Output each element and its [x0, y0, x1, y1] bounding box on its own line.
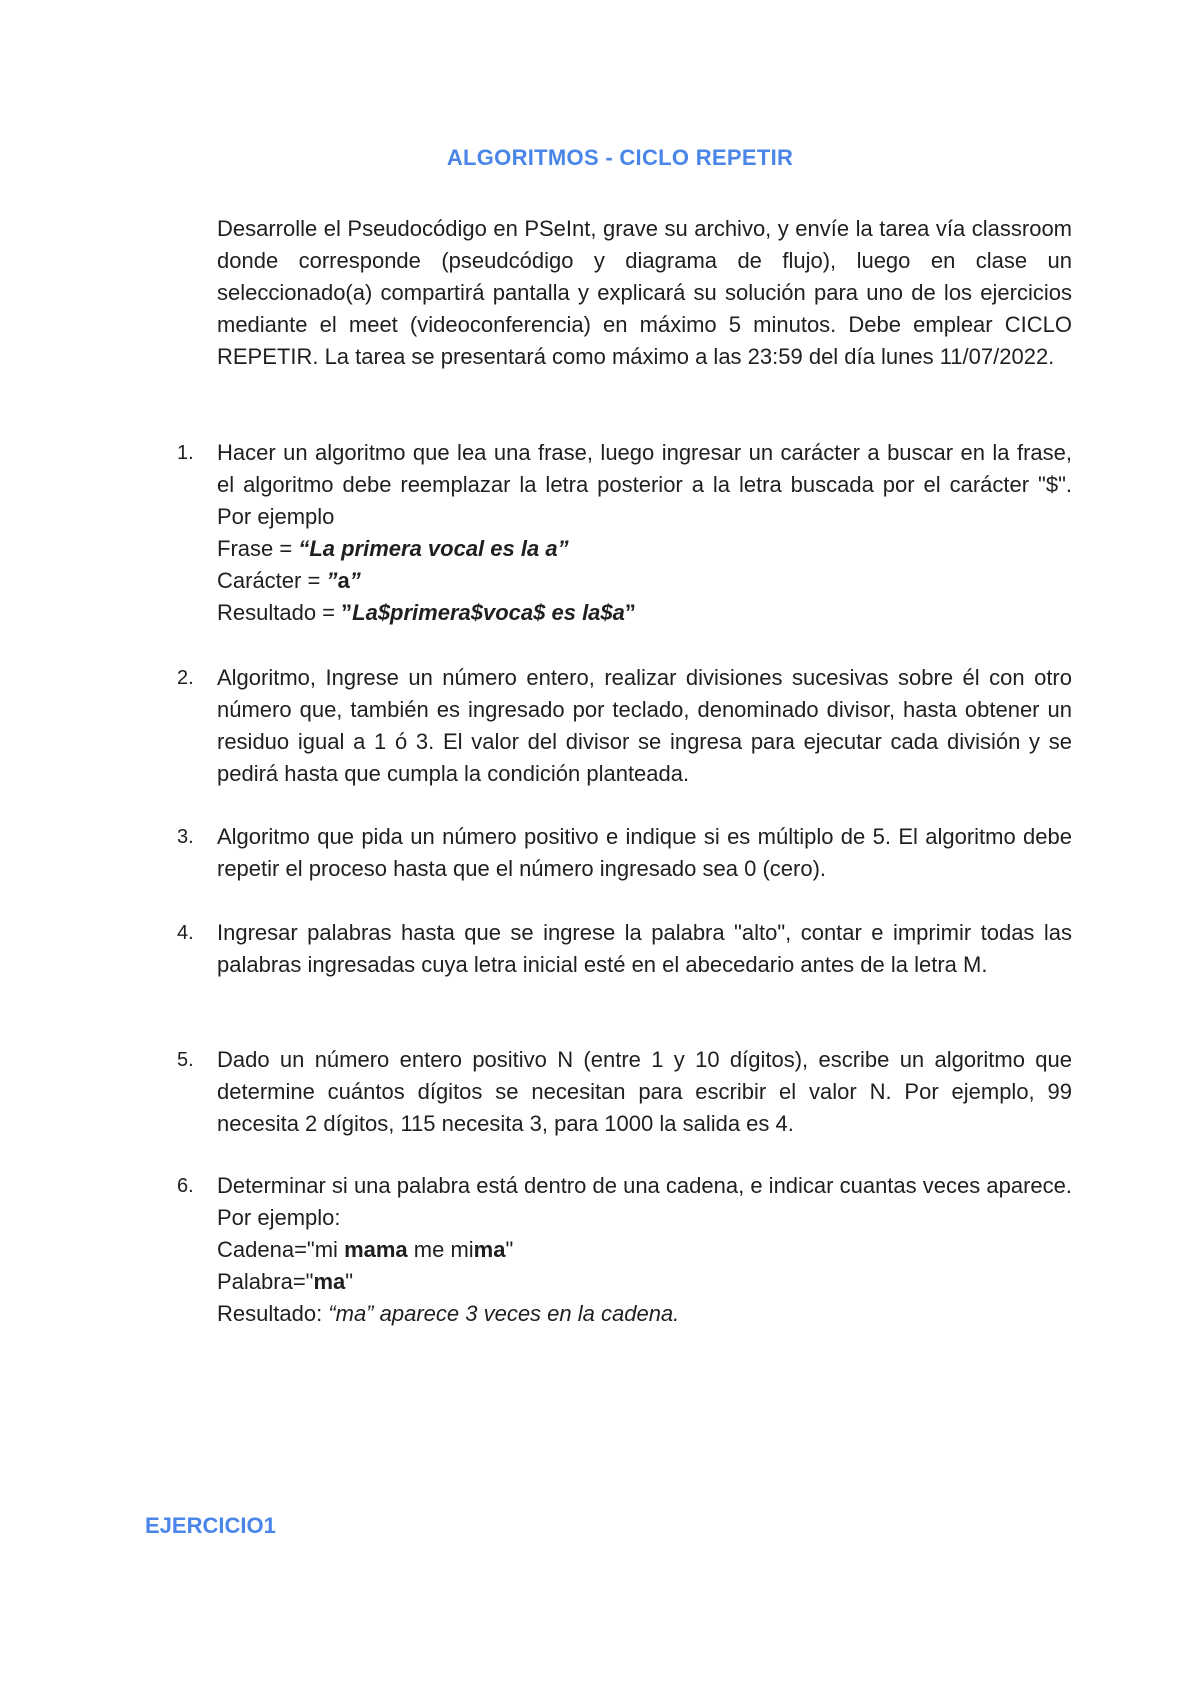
- exercise-4: [177, 917, 1072, 981]
- cadena-middle: me mi: [407, 1237, 474, 1262]
- exercise-number: 3.: [177, 826, 194, 848]
- exercise-text: Hacer un algoritmo que lea una frase, luego ingresar un carácter a buscar en la frase, el algoritmo debe reemplazar la letra posterior a la letra buscada por el carácter "$". Por ejemplo: [217, 440, 1072, 529]
- palabra-close-quote: ": [345, 1269, 354, 1294]
- caracter-label: Carácter =: [217, 568, 327, 593]
- resultado-label: Resultado =: [217, 600, 342, 625]
- exercise-3: [177, 821, 1072, 885]
- resultado-close-quote: ”: [624, 600, 636, 625]
- exercise-text: Determinar si una palabra está dentro de una cadena, e indicar cuantas veces aparece. Por ejemplo:: [217, 1173, 1072, 1230]
- example-cadena: [217, 1234, 1072, 1266]
- document-title: ALGORITMOS - CICLO REPETIR: [446, 145, 794, 170]
- palabra-prefix: Palabra=": [217, 1269, 314, 1294]
- caracter-open-quote: ”: [326, 568, 338, 593]
- palabra-value: ma: [313, 1269, 346, 1294]
- frase-label: Frase =: [217, 536, 299, 561]
- resultado-open-quote: ”: [341, 600, 353, 625]
- example-palabra: [217, 1266, 1072, 1298]
- exercise-text: Algoritmo que pida un número positivo e indique si es múltiplo de 5. El algoritmo debe repetir el proceso hasta que el número ingresado sea 0 (cero).: [217, 824, 1072, 881]
- cadena-prefix: Cadena="mi: [217, 1237, 345, 1262]
- intro-paragraph: Desarrolle el Pseudocódigo en PSeInt, grave su archivo, y envíe la tarea vía classroom donde corresponde (pseudcódigo y diagrama de flujo), luego en clase un seleccionado(a) compartirá pantalla y explicará su solución para uno de los ejercicios mediante el meet (videoconferencia) en máximo 5 minutos. Debe emplear CICLO REPETIR. La tarea se presentará como máximo a las 23:59 del día lunes 11/07/2022.: [217, 216, 1072, 369]
- exercise-5: [177, 1044, 1072, 1140]
- exercise-number: 1.: [177, 442, 194, 464]
- exercise-text: Ingresar palabras hasta que se ingrese la palabra "alto", contar e imprimir todas las palabras ingresadas cuya letra inicial esté en el abecedario antes de la letra M.: [217, 920, 1072, 977]
- cadena-bold-suffix: ma: [473, 1237, 506, 1262]
- exercise-1: [177, 437, 1072, 629]
- resultado-label: Resultado:: [217, 1301, 329, 1326]
- exercise-number: 2.: [177, 667, 194, 689]
- example-caracter: [217, 565, 1072, 597]
- resultado-value: “ma” aparece 3 veces en la cadena.: [328, 1301, 680, 1326]
- exercise-number: 5.: [177, 1049, 194, 1071]
- example-frase: [217, 533, 1072, 565]
- cadena-close-quote: ": [505, 1237, 514, 1262]
- exercise-2: [177, 662, 1072, 790]
- exercise-text: Dado un número entero positivo N (entre 1 y 10 dígitos), escribe un algoritmo que determine cuántos dígitos se necesitan para escribir el valor N. Por ejemplo, 99 necesita 2 dígitos, 115 necesita 3, para 1000 la salida es 4.: [217, 1047, 1072, 1136]
- example-resultado: [217, 597, 1072, 629]
- section-heading: EJERCICIO1: [145, 1513, 276, 1538]
- frase-value: “La primera vocal es la a”: [298, 536, 569, 561]
- caracter-close-quote: ”: [349, 568, 361, 593]
- cadena-bold-word: mama: [344, 1237, 408, 1262]
- resultado-value: La$primera$voca$ es la$a: [352, 600, 625, 625]
- exercise-number: 4.: [177, 922, 194, 944]
- exercise-number: 6.: [177, 1175, 194, 1197]
- exercise-6: [177, 1170, 1072, 1330]
- exercise-text: Algoritmo, Ingrese un número entero, realizar divisiones sucesivas sobre él con otro número que, también es ingresado por teclado, denominado divisor, hasta obtener un residuo igual a 1 ó 3. El valor del divisor se ingresa para ejecutar cada división y se pedirá hasta que cumpla la condición planteada.: [217, 665, 1072, 786]
- example-resultado: [217, 1298, 1072, 1330]
- caracter-value: a: [337, 568, 350, 593]
